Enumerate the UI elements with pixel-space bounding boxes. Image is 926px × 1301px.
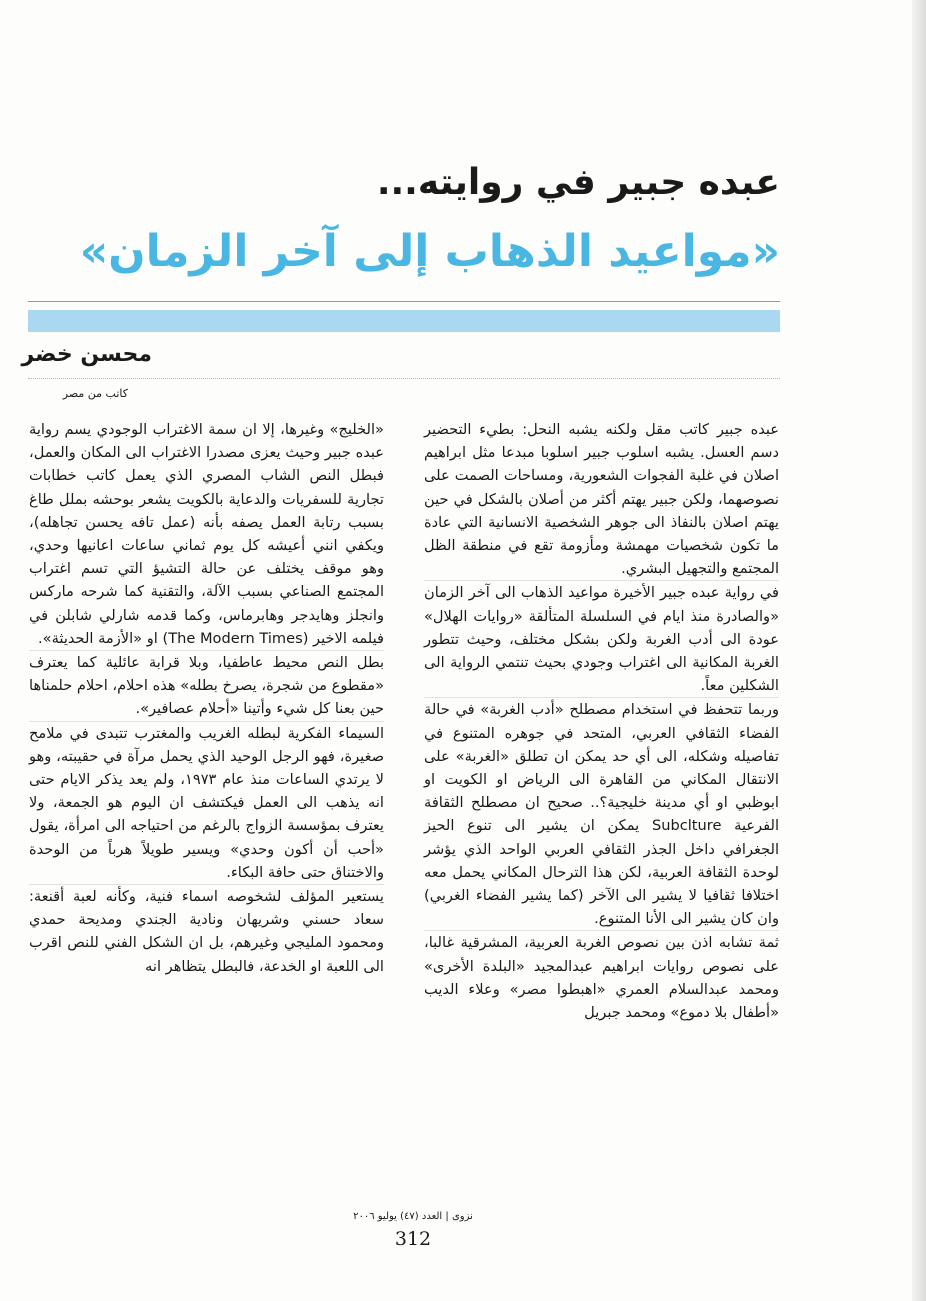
- page-edge-shadow: [912, 0, 926, 1301]
- paragraph: يستعير المؤلف لشخوصه اسماء فنية، وكأنه لعبة أقنعة: سعاد حسني وشريهان ونادية الجندي ومديحة حمدي ومحمود المليجي وغيرهم، بل ان الشكل الفني للنص اقرب الى اللعبة او الخدعة، فالبطل يتظاهر انه: [29, 884, 384, 978]
- paragraph: عبده جبير كاتب مقل ولكنه يشبه النحل: بطيء التحضير دسم العسل. يشبه اسلوب جبير اسلوبا مبدعا مثل ابراهيم اصلان في غلبة الفجوات الشعورية، ومساحات الصمت على نصوصهما، ولكن جبير يهتم أكثر من أصلان بالشكل في حين يهتم اصلان بالنفاذ الى جوهر الشخصية الانسانية التي عادة ما تكون شخصيات مهمشة ومأزومة تقع في منطقة الظل المجتمع والتجهيل البشري.: [424, 421, 779, 578]
- paragraph: في رواية عبده جبير الأخيرة مواعيد الذهاب الى آخر الزمان «والصادرة منذ ايام في السلسلة المتألقة «روايات الهلال» عودة الى أدب الغربة ولكن بشكل مختلف، وحيث تتطور الغربة المكانية الى اغتراب وجودي بحيث تنتمي الرواية الى الشكلين معاً.: [424, 580, 779, 697]
- title-color-band: [28, 310, 780, 332]
- author-divider: [28, 378, 780, 379]
- author-description: كاتب من مصر: [62, 387, 128, 400]
- paragraph: بطل النص محيط عاطفيا، وبلا قرابة عائلية كما يعترف «مقطوع من شجرة، يصرخ بطله» هذه احلام، احلام حلمناها حين بعنا كل شيء وأتينا «أحلام عصافير».: [29, 650, 384, 721]
- article-kicker-title: عبده جبير في روايته...: [376, 162, 780, 203]
- page-number: 312: [394, 1228, 432, 1250]
- author-name: محسن خضر: [21, 342, 152, 367]
- article-column-right: [424, 418, 779, 1024]
- paragraph: السيماء الفكرية لبطله الغريب والمغترب تتبدى في ملامح صغيرة، فهو الرجل الوحيد الذي يحمل مرآة في حقيبته، وهو لا يرتدي الساعات منذ عام ١٩٧٣، ولم يعد يذكر الايام حتى انه يذهب الى العمل فيكتشف ان اليوم هو الجمعة، ولا يعترف بمؤسسة الزواج بالرغم من احتياجه الى امرأة، يقول «أحب أن أكون وحدي» ويسير طويلاً هرباً من الوحدة والاختناق حتى حافة البكاء.: [29, 721, 384, 884]
- footer-issue-info: نزوى | العدد (٤٧) يوليو ٢٠٠٦: [353, 1211, 473, 1222]
- paragraph: ثمة تشابه اذن بين نصوص الغربة العربية، المشرقية غالبا، على نصوص روايات ابراهيم عبدالمجيد «البلدة الأخرى» ومحمد عبدالسلام العمري «اهبطوا مصر» وعلاء الديب «أطفال بلا دموع» ومحمد جبريل: [424, 930, 779, 1024]
- article-column-left: [29, 418, 384, 978]
- paragraph: وربما تتحفظ في استخدام مصطلح «أدب الغربة» في حالة الفضاء الثقافي العربي، المتحد في جوهره المتنوع في تفاصيله وشكله، الى أي حد يمكن ان تطلق «الغربة» على الانتقال المكاني من القاهرة الى الرياض او الكويت او ابوظبي او أي مدينة خليجية؟.. صحيح ان مصطلح الثقافة الفرعية Subclture يمكن ان يشير الى تنوع الحيز الجغرافي داخل الجذر الثقافي العربي الواحد الذي يؤشر لوحدة الثقافة العربية، لكن هذا الترحال المكاني يحمل معه اختلافا ثقافيا لا يشير الى الآخر (كما يشير الفضاء الغربي) وان كان يشير الى الأنا المتنوع.: [424, 697, 779, 930]
- article-main-title: «مواعيد الذهاب إلى آخر الزمان»: [79, 226, 780, 277]
- title-divider-top: [28, 301, 780, 302]
- paragraph: «الخليج» وغيرها، إلا ان سمة الاغتراب الوجودي يسم رواية عبده جبير وحيث يعزى مصدرا الاغتراب الى المكان والعمل، فبطل النص الشاب المصري الذي يعمل كاتب خطابات تجارية للسفريات والدعاية بالكويت يشعر بوحشه بملل طاغ بسبب رتابة العمل يصفه بأنه (عمل تافه يحسن تجاهله)، ويكفي انني أعيشه كل يوم ثماني ساعات اعانيها وحدي، وهو موقف يختلف عن حالة التشيؤ التي تسم اغتراب المجتمع الصناعي بسبب الآلة، والتقنية كما شرحه ماركس وانجلز وهايدجر وهابرماس، وكما قدمه شارلي شابلن في فيلمه الاخير (The Modern Times) او «الأزمة الحديثة».: [29, 421, 384, 647]
